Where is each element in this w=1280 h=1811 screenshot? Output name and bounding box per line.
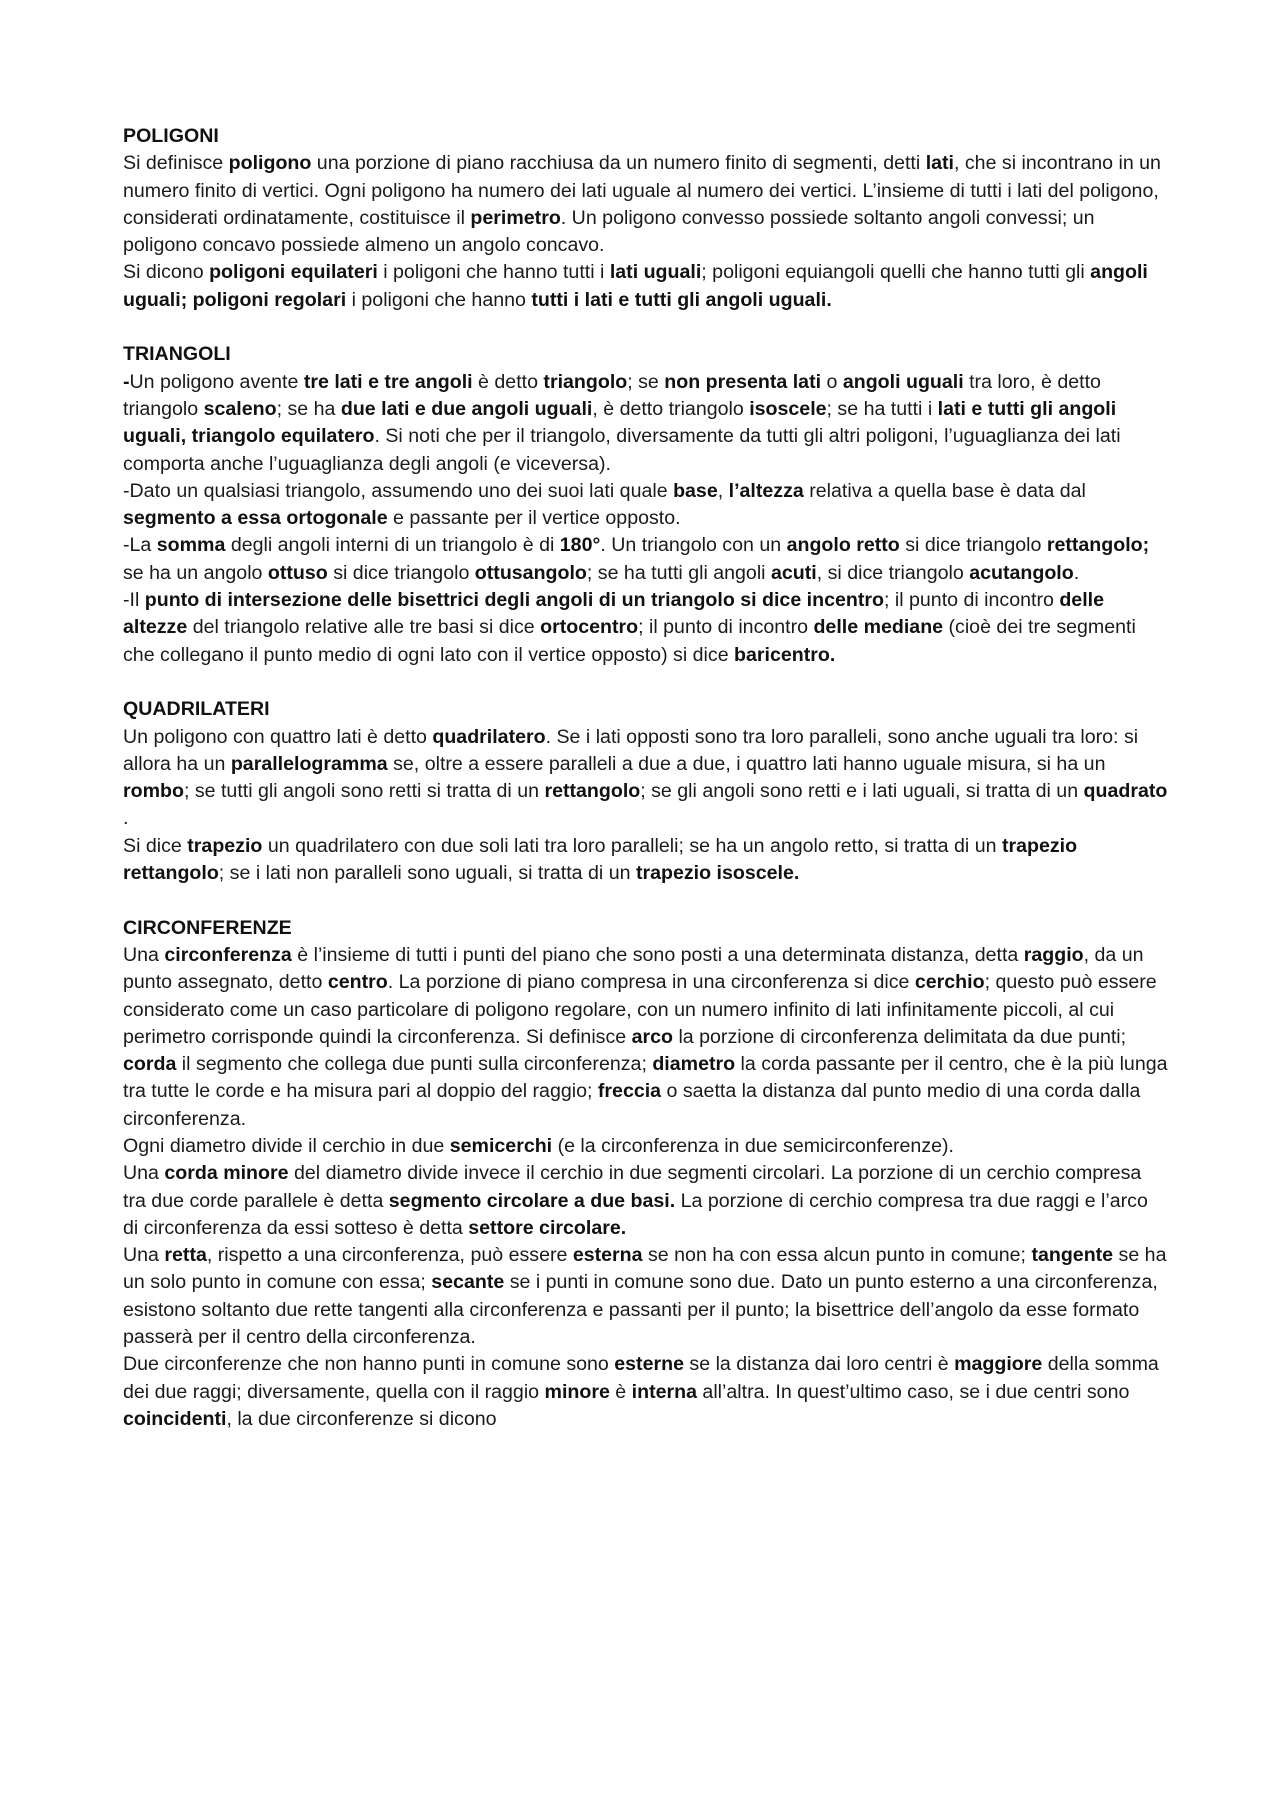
paragraph xyxy=(123,478,1168,533)
text-run: i poligoni che hanno xyxy=(346,288,532,311)
text-run: Una xyxy=(123,1244,165,1267)
section-circonferenze xyxy=(123,915,1168,1434)
text-run: il segmento che collega due punti sulla circonferenza; xyxy=(176,1053,653,1076)
text-run: la corda passante per il centro, che è la più lunga tra tutte le corde e ha misura pari al doppio del raggio; xyxy=(123,1053,1168,1103)
text-run: Una xyxy=(123,1162,165,1185)
text-run: un quadrilatero con due soli lati tra loro paralleli; se ha un angolo retto, si tratta di un xyxy=(262,834,1002,857)
bold-term: l’altezza xyxy=(728,479,804,502)
text-run: Ogni diametro divide il cerchio in due xyxy=(123,1134,450,1157)
bold-term: quadrilatero xyxy=(432,725,546,748)
bold-term: lati e tutti gli angoli uguali, triangolo equilatero xyxy=(123,397,1117,448)
text-run: ; se ha xyxy=(276,397,341,420)
text-run: . La porzione di piano compresa in una circonferenza si dice xyxy=(387,971,915,994)
text-run: ; se tutti gli angoli sono retti si tratta di un xyxy=(183,780,545,803)
bold-term: diametro xyxy=(652,1053,736,1076)
section-poligoni xyxy=(123,123,1168,314)
paragraph xyxy=(123,724,1168,833)
paragraph xyxy=(123,150,1168,259)
paragraph xyxy=(123,942,1168,1133)
bold-term: angoli uguali xyxy=(842,370,964,393)
bold-term: ottuso xyxy=(267,561,328,584)
text-run: La porzione di cerchio compresa tra due raggi e l’arco di circonferenza da essi sotteso è detta xyxy=(123,1189,1148,1239)
bold-term: rombo xyxy=(123,780,184,803)
bold-term: rettangolo xyxy=(544,780,641,803)
bold-term: esterne xyxy=(614,1353,684,1376)
text-run: Un poligono con quattro lati è detto xyxy=(123,725,433,748)
text-run: -Dato un qualsiasi triangolo, assumendo uno dei suoi lati quale xyxy=(123,479,674,502)
bold-term: arco xyxy=(631,1025,673,1048)
text-run: ; il punto di incontro xyxy=(883,589,1060,612)
paragraph xyxy=(123,587,1168,669)
paragraph xyxy=(123,259,1168,314)
bold-term: trapezio isoscele. xyxy=(635,862,800,885)
bold-term: raggio xyxy=(1023,943,1084,966)
bold-term: angoli uguali; poligoni regolari xyxy=(123,261,1148,311)
text-run: . Un triangolo con un xyxy=(600,534,787,557)
text-run: (cioè dei tre segmenti che collegano il punto medio di ogni lato con il vertice opposto) si dice xyxy=(123,616,1136,666)
text-run: i poligoni che hanno tutti i xyxy=(377,261,610,284)
paragraph xyxy=(123,369,1168,478)
paragraph xyxy=(123,1242,1168,1351)
paragraph xyxy=(123,1160,1168,1242)
bold-term: base xyxy=(673,479,718,502)
text-run: . Se i lati opposti sono tra loro paralleli, sono anche uguali tra loro: si allora ha un xyxy=(123,725,1139,775)
text-run: . xyxy=(1073,561,1080,584)
bold-term: rettangolo; xyxy=(1046,534,1150,557)
text-run: degli angoli interni di un triangolo è di xyxy=(225,534,560,557)
text-run: del triangolo relative alle tre basi si dice xyxy=(187,616,541,639)
text-run: ; poligoni equiangoli quelli che hanno tutti gli xyxy=(701,261,1091,284)
text-run: , la due circonferenze si dicono xyxy=(226,1407,497,1430)
text-run: è detto xyxy=(472,370,544,393)
text-run: e passante per il vertice opposto. xyxy=(387,507,681,530)
text-run: ; se ha tutti gli angoli xyxy=(586,561,771,584)
text-run: , rispetto a una circonferenza, può essere xyxy=(206,1244,573,1267)
bold-term: poligono xyxy=(228,152,312,175)
bold-term: tutti i lati e tutti gli angoli uguali. xyxy=(531,288,832,311)
bold-term: - xyxy=(123,370,130,393)
text-run: se non ha con essa alcun punto in comune; xyxy=(642,1244,1032,1267)
bold-term: acuti xyxy=(770,561,817,584)
text-run: ; se i lati non paralleli sono uguali, si tratta di un xyxy=(218,862,636,885)
text-run: -La xyxy=(123,534,157,557)
bold-term: esterna xyxy=(572,1244,643,1267)
bold-term: quadrato xyxy=(1083,780,1168,803)
text-run: (e la circonferenza in due semicirconferenze). xyxy=(552,1134,954,1157)
bold-term: corda minore xyxy=(164,1162,289,1185)
bold-term: corda xyxy=(123,1053,177,1076)
bold-term: lati uguali xyxy=(609,261,702,284)
bold-term: delle altezze xyxy=(123,589,1104,639)
text-run: se, oltre a essere paralleli a due a due, i quattro lati hanno uguale misura, si ha un xyxy=(387,752,1106,775)
text-run: Si dice xyxy=(123,834,188,857)
bold-term: ottusangolo xyxy=(474,561,587,584)
section-heading: TRIANGOLI xyxy=(123,343,231,366)
text-run: ; se ha tutti i xyxy=(826,397,938,420)
text-run: ; se xyxy=(627,370,665,393)
text-run: o saetta la distanza dal punto medio di una corda dalla circonferenza. xyxy=(123,1080,1141,1130)
bold-term: somma xyxy=(156,534,226,557)
bold-term: tangente xyxy=(1031,1244,1114,1267)
text-run: se ha un solo punto in comune con essa; xyxy=(123,1244,1167,1294)
text-run: della somma dei due raggi; diversamente, quella con il raggio xyxy=(123,1353,1159,1403)
bold-term: punto di intersezione delle bisettrici degli angoli di un triangolo si dice incentro xyxy=(144,589,884,612)
text-run: ; il punto di incontro xyxy=(638,616,814,639)
section-heading: CIRCONFERENZE xyxy=(123,916,292,939)
bold-term: acutangolo xyxy=(969,561,1074,584)
bold-term: delle mediane xyxy=(813,616,944,639)
bold-term: ortocentro xyxy=(540,616,639,639)
text-run: all’altra. In quest’ultimo caso, se i due centri sono xyxy=(696,1380,1130,1403)
bold-term: tre lati e tre angoli xyxy=(303,370,473,393)
bold-term: interna xyxy=(631,1380,697,1403)
bold-term: segmento a essa ortogonale xyxy=(123,507,388,530)
bold-term: angolo retto xyxy=(786,534,900,557)
text-run: . Si noti che per il triangolo, diversamente da tutti gli altri poligoni, l’uguaglianza dei lati comporta anche l’uguaglianza degli angoli (e viceversa). xyxy=(123,425,1121,475)
text-run: Due circonferenze che non hanno punti in comune sono xyxy=(123,1353,615,1376)
section-heading: POLIGONI xyxy=(123,125,219,147)
text-run: ; questo può essere considerato come un caso particolare di poligono regolare, con un numero infinito di lati infinitamente piccoli, al cui perimetro corrisponde quindi la circonferenza. Si definisce xyxy=(123,971,1157,1048)
text-run: è l’insieme di tutti i punti del piano che sono posti a una determinata distanza, detta xyxy=(291,943,1024,966)
section-triangoli xyxy=(123,341,1168,669)
text-run: o xyxy=(821,370,843,393)
bold-term: cerchio xyxy=(914,971,985,994)
text-run: tra loro, è detto triangolo xyxy=(123,370,1101,420)
paragraph xyxy=(123,1133,1168,1160)
text-run: , che si incontrano in un numero finito di vertici. Ogni poligono ha numero dei lati uguale al numero dei vertici. L’insieme di tutti i lati del poligono, considerati ordinatamente, costituisce il xyxy=(123,152,1161,229)
bold-term: retta xyxy=(164,1244,207,1267)
bold-term: parallelogramma xyxy=(230,752,388,775)
text-run: ; se gli angoli sono retti e i lati uguali, si tratta di un xyxy=(640,780,1084,803)
bold-term: perimetro xyxy=(470,206,561,229)
text-run: , da un punto assegnato, detto xyxy=(123,943,1144,994)
bold-term: settore circolare. xyxy=(468,1216,627,1239)
text-run: è xyxy=(609,1380,632,1403)
text-run: , xyxy=(717,479,729,502)
bold-term: 180° xyxy=(559,534,601,557)
bold-term: circonferenza xyxy=(164,943,292,966)
text-run: la porzione di circonferenza delimitata da due punti; xyxy=(673,1025,1127,1048)
section-heading: QUADRILATERI xyxy=(123,698,270,721)
bold-term: scaleno xyxy=(203,397,277,420)
text-run: Si definisce xyxy=(123,152,229,175)
bold-term: segmento circolare a due basi. xyxy=(388,1189,676,1212)
text-run: del diametro divide invece il cerchio in due segmenti circolari. La porzione di un cerchio compresa tra due corde parallele è detta xyxy=(123,1162,1142,1212)
text-run: Si dicono xyxy=(123,261,210,284)
text-run: si dice triangolo xyxy=(899,534,1047,557)
bold-term: trapezio xyxy=(187,834,263,857)
bold-term: isoscele xyxy=(749,397,827,420)
bold-term: semicerchi xyxy=(449,1134,553,1157)
bold-term: due lati e due angoli uguali xyxy=(340,397,593,420)
text-run: se la distanza dai loro centri è xyxy=(683,1353,955,1376)
text-run: , si dice triangolo xyxy=(816,561,970,584)
text-run: se i punti in comune sono due. Dato un punto esterno a una circonferenza, esistono soltanto due rette tangenti alla circonferenza e passanti per il punto; la bisettrice dell’angolo da esse formato passerà per il centro della circonferenza. xyxy=(123,1271,1158,1349)
bold-term: lati xyxy=(925,152,954,175)
text-run: Un poligono avente xyxy=(129,370,304,393)
paragraph xyxy=(123,1351,1168,1433)
text-run: si dice triangolo xyxy=(327,561,475,584)
text-run: . xyxy=(123,807,129,830)
text-run: relativa a quella base è data dal xyxy=(803,479,1086,502)
bold-term: triangolo xyxy=(543,370,628,393)
bold-term: non presenta lati xyxy=(664,370,822,393)
bold-term: freccia xyxy=(597,1080,662,1103)
text-run: . Un poligono convesso possiede soltanto angoli convessi; un poligono concavo possiede almeno un angolo concavo. xyxy=(123,206,1095,257)
paragraph xyxy=(123,833,1168,888)
bold-term: maggiore xyxy=(954,1353,1043,1376)
paragraph xyxy=(123,532,1168,587)
section-quadrilateri xyxy=(123,696,1168,887)
text-run: -Il xyxy=(123,589,145,612)
text-run: , è detto triangolo xyxy=(592,397,750,420)
bold-term: minore xyxy=(544,1380,610,1403)
text-run: Una xyxy=(123,943,165,966)
bold-term: trapezio rettangolo xyxy=(123,834,1078,885)
bold-term: centro xyxy=(327,971,388,994)
text-run: una porzione di piano racchiusa da un numero finito di segmenti, detti xyxy=(311,152,926,175)
bold-term: secante xyxy=(431,1271,505,1294)
bold-term: coincidenti xyxy=(123,1407,227,1430)
bold-term: poligoni equilateri xyxy=(209,261,378,284)
text-run: se ha un angolo xyxy=(123,561,268,584)
bold-term: baricentro. xyxy=(734,643,836,666)
